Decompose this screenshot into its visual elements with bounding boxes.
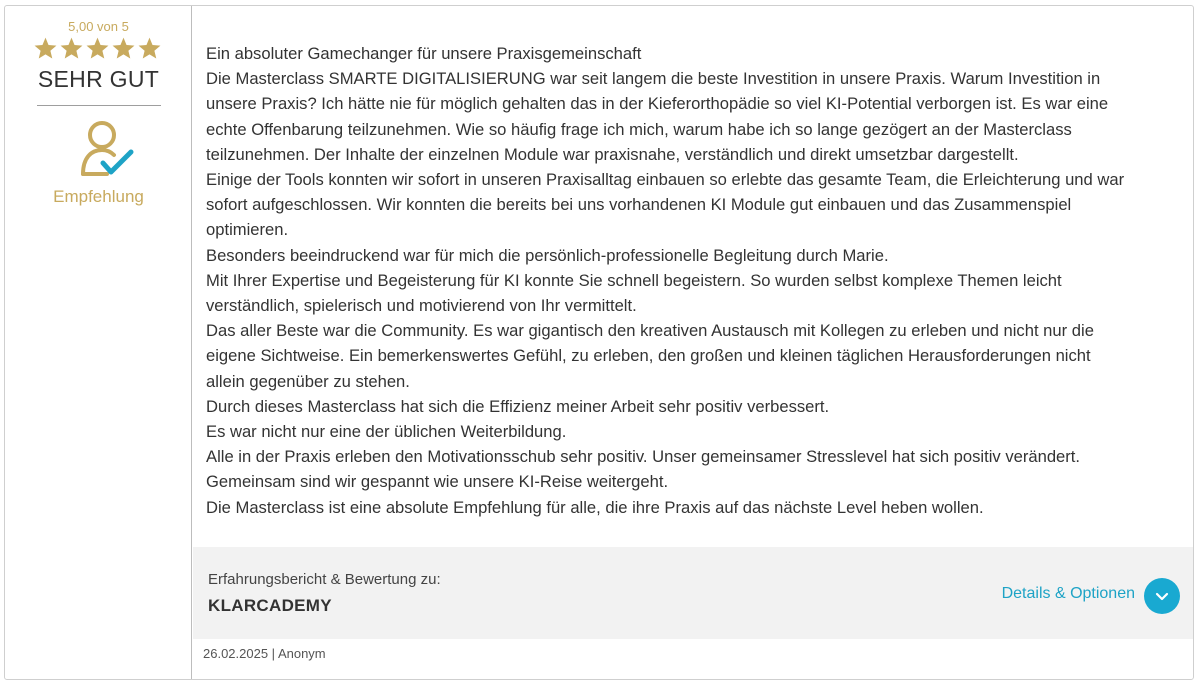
review-line: Die Masterclass SMARTE DIGITALISIERUNG war seit langem die beste Investition in unsere Praxis. Warum Investition in <box>206 69 1101 89</box>
review-footer <box>193 547 1193 639</box>
review-line: sofort aufgeschlossen. Wir konnten die bereits bei uns vorhandenen KI Module gut einbauen und das Zusammenspiel <box>206 195 1072 215</box>
review-title: Ein absoluter Gamechanger für unsere Praxisgemeinschaft <box>206 44 642 63</box>
star-icon <box>137 36 162 61</box>
review-line: echte Offenbarung teilzunehmen. Wie so häufig frage ich mich, warum habe ich so lange gezögert an der Masterclass <box>206 119 1072 139</box>
star-rating <box>33 36 162 62</box>
star-icon <box>59 36 84 61</box>
star-icon <box>85 36 110 61</box>
star-icon <box>33 36 58 61</box>
recommendation-label: Empfehlung <box>53 187 144 206</box>
review-card <box>4 5 1194 680</box>
review-line: Gemeinsam sind wir gespannt wie unsere KI-Reise weitergeht. <box>206 472 669 492</box>
review-line: Die Masterclass ist eine absolute Empfehlung für alle, die ihre Praxis auf das nächste Level heben wollen. <box>206 497 984 517</box>
review-line: Durch dieses Masterclass hat sich die Effizienz meiner Arbeit sehr positiv verbessert. <box>206 396 830 416</box>
review-line: optimieren. <box>206 220 289 240</box>
star-icon <box>111 36 136 61</box>
rating-panel <box>5 6 192 679</box>
chevron-down-icon <box>1153 587 1171 605</box>
details-options-link[interactable]: Details & Optionen <box>1001 585 1135 602</box>
rating-divider <box>37 105 161 106</box>
review-line: Einige der Tools konnten wir sofort in unseren Praxisalltag einbauen so erlebte das gesamte Team, die Erleichterung und war <box>206 170 1125 190</box>
review-body <box>206 41 1184 520</box>
rating-grade: SEHR GUT <box>37 66 160 92</box>
review-line: Es war nicht nur eine der üblichen Weiterbildung. <box>206 422 567 442</box>
recommendation-user-check-icon <box>77 119 137 183</box>
review-line: Das aller Beste war die Community. Es war gigantisch den kreativen Austausch mit Kollegen zu erleben und nicht nur die <box>206 321 1094 341</box>
review-date-author: 26.02.2025 | Anonym <box>203 646 326 661</box>
company-name[interactable]: KLARCADEMY <box>208 596 332 615</box>
footer-label: Erfahrungsbericht & Bewertung zu: <box>208 571 441 588</box>
review-line: verständlich, spielerisch und motivierend von Ihr vermittelt. <box>206 296 637 316</box>
review-line: teilzunehmen. Der Inhalte der einzelnen Module war praxisnahe, verständlich und direkt umsetzbar dargestellt. <box>206 144 1019 164</box>
review-content <box>193 6 1193 547</box>
review-line: Besonders beeindruckend war für mich die persönlich-professionelle Begleitung durch Marie. <box>206 245 889 265</box>
rating-score: 5,00 von 5 <box>68 19 129 34</box>
review-text <box>206 66 1184 520</box>
review-line: unsere Praxis? Ich hätte nie für möglich gehalten das in der Kieferorthopädie so viel KI-Potential verborgen ist. Es war eine <box>206 94 1109 114</box>
review-line: allein gegenüber zu stehen. <box>206 371 410 391</box>
review-line: Mit Ihrer Expertise und Begeisterung für KI konnte Sie schnell begeistern. So wurden selbst komplexe Themen leicht <box>206 270 1062 290</box>
details-options-button[interactable] <box>1144 578 1180 614</box>
review-line: eigene Sichtweise. Ein bemerkenswertes Gefühl, zu erleben, den großen und kleinen täglichen Herausforderungen nicht <box>206 346 1091 366</box>
review-line: Alle in der Praxis erleben den Motivationsschub sehr positiv. Unser gemeinsamer Stresslevel hat sich positiv verändert. <box>206 447 1081 467</box>
